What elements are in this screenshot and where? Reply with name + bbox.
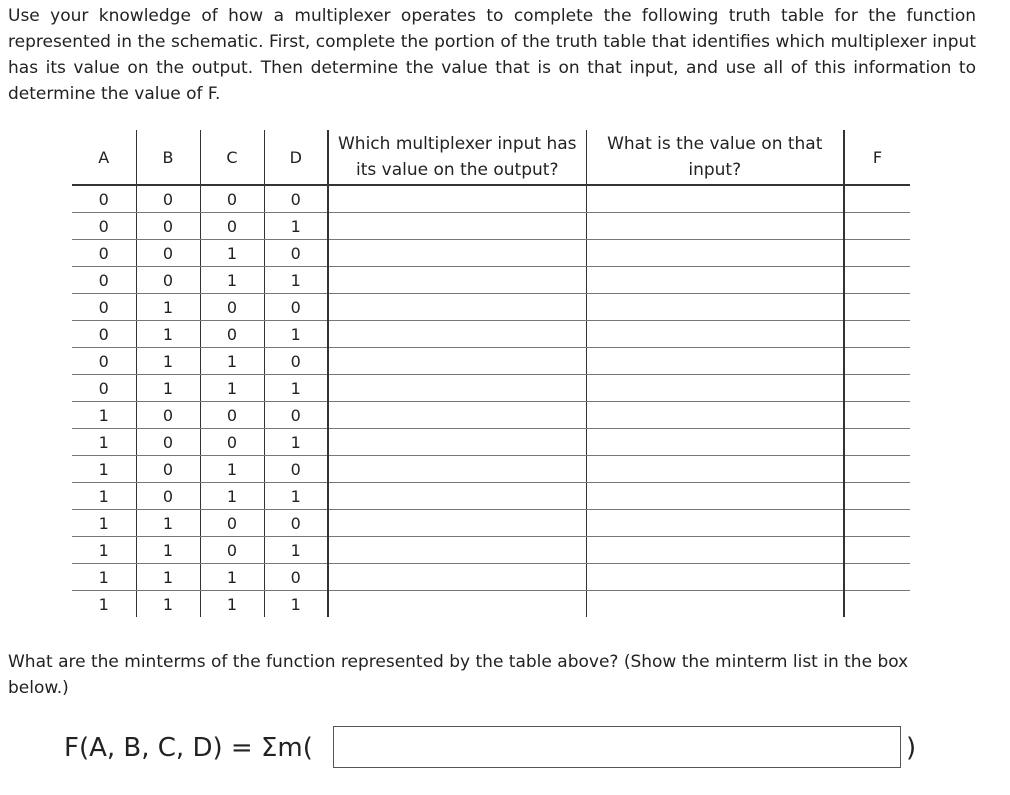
table-row [72,185,910,213]
cell-input-value[interactable] [586,537,844,564]
cell-b: 0 [136,456,200,483]
cell-which-input[interactable] [328,591,586,618]
cell-which-input[interactable] [328,429,586,456]
cell-a: 0 [72,294,136,321]
cell-which-input[interactable] [328,240,586,267]
cell-a: 1 [72,456,136,483]
cell-b: 0 [136,185,200,213]
table-row [72,510,910,537]
cell-b: 1 [136,591,200,618]
minterm-question: What are the minterms of the function represented by the table above? (Show the minterm list in the box below.) [8,652,909,698]
cell-a: 1 [72,483,136,510]
table-row [72,375,910,402]
cell-f[interactable] [844,375,910,402]
cell-c: 0 [200,294,264,321]
cell-input-value[interactable] [586,348,844,375]
table-row [72,402,910,429]
cell-f[interactable] [844,294,910,321]
cell-d: 0 [264,402,328,429]
cell-a: 0 [72,321,136,348]
table-row [72,564,910,591]
header-b: B [136,130,200,185]
cell-f[interactable] [844,185,910,213]
cell-d: 0 [264,348,328,375]
cell-b: 0 [136,213,200,240]
cell-input-value[interactable] [586,564,844,591]
cell-f[interactable] [844,348,910,375]
truth-table [72,130,910,617]
cell-input-value[interactable] [586,294,844,321]
cell-a: 1 [72,429,136,456]
cell-f[interactable] [844,537,910,564]
minterm-answer-box[interactable] [333,726,901,768]
cell-f[interactable] [844,456,910,483]
table-row [72,294,910,321]
cell-c: 0 [200,429,264,456]
cell-input-value[interactable] [586,213,844,240]
table-row [72,591,910,618]
cell-which-input[interactable] [328,483,586,510]
table-row [72,456,910,483]
cell-which-input[interactable] [328,456,586,483]
cell-d: 0 [264,294,328,321]
cell-input-value[interactable] [586,591,844,618]
cell-f[interactable] [844,483,910,510]
cell-which-input[interactable] [328,348,586,375]
cell-d: 1 [264,537,328,564]
cell-b: 0 [136,240,200,267]
formula-prefix: F(A, B, C, D) = Σm( [64,733,313,763]
cell-which-input[interactable] [328,321,586,348]
cell-d: 0 [264,456,328,483]
cell-b: 1 [136,510,200,537]
cell-which-input[interactable] [328,213,586,240]
truth-table-body [72,185,910,617]
cell-input-value[interactable] [586,402,844,429]
table-row [72,483,910,510]
formula-close-paren: ) [906,733,917,763]
cell-c: 1 [200,375,264,402]
cell-a: 0 [72,185,136,213]
cell-b: 0 [136,402,200,429]
header-which-input [328,130,586,185]
cell-f[interactable] [844,510,910,537]
cell-c: 0 [200,402,264,429]
table-row [72,321,910,348]
cell-input-value[interactable] [586,321,844,348]
header-which-input-line1: Which multiplexer input has [337,134,577,154]
cell-d: 0 [264,240,328,267]
header-input-value [586,130,844,185]
cell-c: 0 [200,185,264,213]
cell-b: 1 [136,321,200,348]
cell-b: 1 [136,375,200,402]
header-input-value-line1: What is the value on that [607,134,823,154]
cell-b: 1 [136,564,200,591]
cell-which-input[interactable] [328,375,586,402]
cell-c: 1 [200,348,264,375]
cell-a: 0 [72,267,136,294]
cell-b: 1 [136,294,200,321]
cell-input-value[interactable] [586,240,844,267]
cell-c: 1 [200,591,264,618]
cell-f[interactable] [844,564,910,591]
cell-a: 0 [72,375,136,402]
cell-f[interactable] [844,402,910,429]
cell-f[interactable] [844,267,910,294]
cell-c: 0 [200,213,264,240]
cell-c: 0 [200,510,264,537]
cell-d: 0 [264,564,328,591]
cell-which-input[interactable] [328,185,586,213]
table-row [72,213,910,240]
table-row [72,429,910,456]
header-c: C [200,130,264,185]
cell-d: 0 [264,510,328,537]
cell-c: 1 [200,483,264,510]
cell-f[interactable] [844,240,910,267]
cell-b: 1 [136,348,200,375]
cell-which-input[interactable] [328,510,586,537]
cell-which-input[interactable] [328,402,586,429]
cell-d: 1 [264,213,328,240]
cell-input-value[interactable] [586,510,844,537]
cell-a: 1 [72,591,136,618]
cell-c: 1 [200,267,264,294]
cell-a: 1 [72,402,136,429]
cell-d: 1 [264,375,328,402]
cell-a: 1 [72,564,136,591]
cell-f[interactable] [844,429,910,456]
cell-b: 1 [136,537,200,564]
header-input-value-line2: input? [688,160,742,180]
table-row [72,348,910,375]
cell-d: 1 [264,429,328,456]
header-d: D [264,130,328,185]
cell-a: 1 [72,510,136,537]
cell-input-value[interactable] [586,185,844,213]
cell-input-value[interactable] [586,267,844,294]
cell-d: 0 [264,185,328,213]
cell-which-input[interactable] [328,537,586,564]
table-row [72,537,910,564]
cell-c: 0 [200,321,264,348]
header-a: A [72,130,136,185]
cell-d: 1 [264,321,328,348]
cell-input-value[interactable] [586,483,844,510]
table-header-row [72,130,910,185]
cell-input-value[interactable] [586,429,844,456]
cell-f[interactable] [844,213,910,240]
cell-a: 0 [72,213,136,240]
cell-f[interactable] [844,591,910,618]
header-which-input-line2: its value on the output? [356,160,559,180]
cell-which-input[interactable] [328,564,586,591]
cell-a: 1 [72,537,136,564]
cell-d: 1 [264,591,328,618]
cell-d: 1 [264,267,328,294]
intro-instructions: Use your knowledge of how a multiplexer operates to complete the following truth table for the function represented in the schematic. First, complete the portion of the truth table that identifies which multiplexer input has its value on the output. Then determine the value that is on that input, and use all of this information to determine the value of F. [8,6,976,104]
cell-b: 0 [136,483,200,510]
cell-f[interactable] [844,321,910,348]
cell-input-value[interactable] [586,375,844,402]
cell-c: 1 [200,456,264,483]
cell-input-value[interactable] [586,456,844,483]
cell-c: 0 [200,537,264,564]
header-f: F [844,130,910,185]
cell-a: 0 [72,240,136,267]
cell-b: 0 [136,429,200,456]
cell-which-input[interactable] [328,294,586,321]
table-row [72,267,910,294]
cell-d: 1 [264,483,328,510]
cell-b: 0 [136,267,200,294]
cell-which-input[interactable] [328,267,586,294]
cell-c: 1 [200,240,264,267]
cell-a: 0 [72,348,136,375]
table-row [72,240,910,267]
cell-c: 1 [200,564,264,591]
